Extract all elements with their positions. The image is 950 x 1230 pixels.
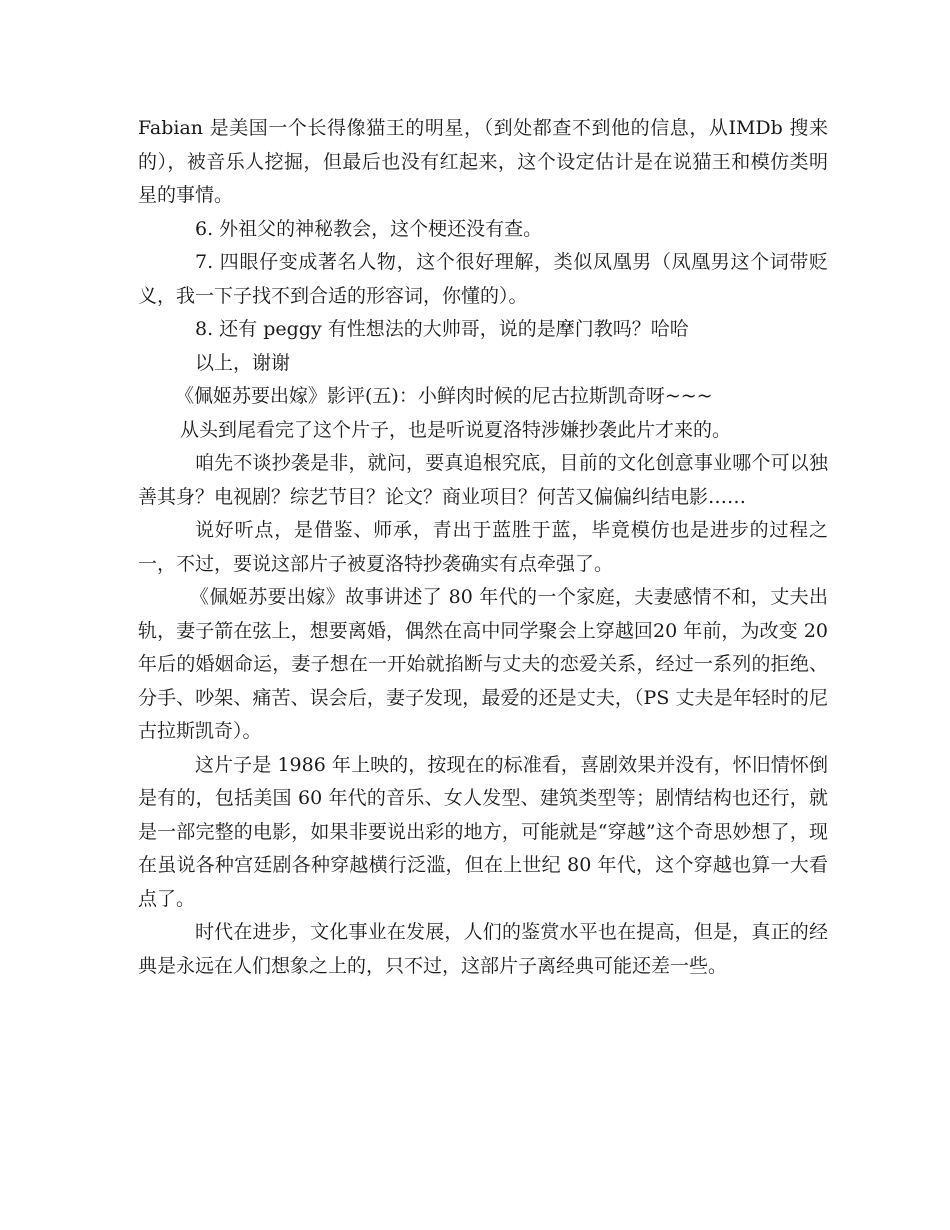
paragraph-story: 《佩姬苏要出嫁》故事讲述了 80 年代的一个家庭，夫妻感情不和，丈夫出轨，妻子箭在弦上，想要离婚，偶然在高中同学聚会上穿越回20 年前，为改变 20 年后的婚姻命运，妻子想在一开始就掐断与丈夫的恋爱关系，经过一系列的拒绝、分手、吵架、痛苦、误会后，妻子发现，最爱的还是丈夫，（PS 丈夫是年轻时的尼古拉斯凯奇）。 xyxy=(138,586,828,742)
paragraph-item-7: 7. 四眼仔变成著名人物，这个很好理解，类似凤凰男（凤凰男这个词带贬义，我一下子找不到合适的形容词，你懂的）。 xyxy=(138,251,828,307)
review-heading: 《佩姬苏要出嫁》影评(五)：小鲜肉时候的尼古拉斯凯奇呀~~~ xyxy=(175,385,713,407)
paragraph-imitation: 说好听点，是借鉴、师承，青出于蓝胜于蓝，毕竟模仿也是进步的过程之一，不过，要说这部片子被夏洛特抄袭确实有点牵强了。 xyxy=(138,519,828,575)
paragraph-fabian: Fabian 是美国一个长得像猫王的明星，（到处都查不到他的信息，从IMDb 搜来的），被音乐人挖掘，但最后也没有红起来，这个设定估计是在说猫王和模仿类明星的事情。 xyxy=(138,117,828,206)
paragraph-item-8: 8. 还有 peggy 有性想法的大帅哥，说的是摩门教吗？哈哈 xyxy=(195,318,689,340)
paragraph-item-6: 6. 外祖父的神秘教会，这个梗还没有查。 xyxy=(195,217,543,240)
paragraph-intro: 从头到尾看完了这个片子，也是听说夏洛特涉嫌抄袭此片才来的。 xyxy=(180,418,732,441)
paragraph-closing: 以上，谢谢 xyxy=(195,351,291,374)
paragraph-conclusion: 时代在进步，文化事业在发展，人们的鉴赏水平也在提高，但是，真正的经典是永远在人们想象之上的，只不过，这部片子离经典可能还差一些。 xyxy=(138,921,828,977)
document-page xyxy=(138,112,828,983)
paragraph-plagiarism: 咱先不谈抄袭是非，就问，要真追根究底，目前的文化创意事业哪个可以独善其身？电视剧？综艺节目？论文？商业项目？何苦又偏偏纠结电影…… xyxy=(138,452,828,508)
paragraph-evaluation: 这片子是 1986 年上映的，按现在的标准看，喜剧效果并没有，怀旧情怀倒是有的，包括美国 60 年代的音乐、女人发型、建筑类型等；剧情结构也还行，就是一部完整的电影，如果非要说出彩的地方，可能就是“穿越”这个奇思妙想了，现在虽说各种宫廷剧各种穿越横行泛滥，但在上世纪 80 年代，这个穿越也算一大看点了。 xyxy=(138,753,828,910)
